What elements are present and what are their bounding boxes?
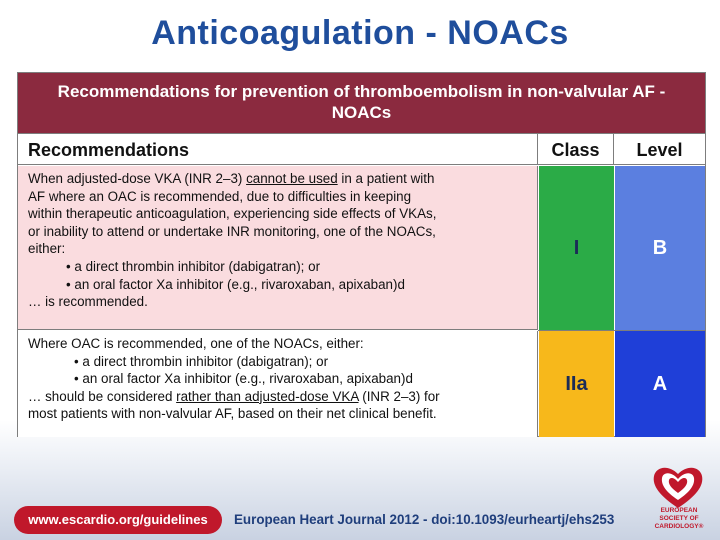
row2-closing <box>28 388 529 406</box>
row1-line: either: <box>28 241 66 257</box>
row1-closing: … is recommended. <box>28 294 148 310</box>
recommendation-row-2-text <box>18 331 538 437</box>
row1-line: AF where an OAC is recommended, due to difficulties in keeping <box>28 188 412 204</box>
row2-closing-line2: most patients with non-valvular AF, based on their net clinical benefit. <box>28 406 437 422</box>
row2-intro: Where OAC is recommended, one of the NOACs, either: <box>28 336 364 351</box>
recommendation-row-1-text <box>18 166 538 330</box>
row2-closing-post: (INR 2–3) for <box>358 388 440 404</box>
esc-logo-line: EUROPEAN <box>660 507 698 514</box>
journal-citation: European Heart Journal 2012 - doi:10.1093/eurheartj/ehs253 <box>234 512 615 527</box>
esc-logo-line: SOCIETY OF <box>659 515 699 522</box>
guidelines-link[interactable]: www.escardio.org/guidelines <box>14 506 222 534</box>
row1-bullet: • an oral factor Xa inhibitor (e.g., rivaroxaban, apixaban)d <box>66 276 405 292</box>
column-header-recommendations: Recommendations <box>18 133 538 165</box>
row2-level-cell: A <box>615 331 705 437</box>
table-header: Recommendations for prevention of thromboembolism in non-valvular AF - NOACs <box>18 73 705 133</box>
row1-line: within therapeutic anticoagulation, experiencing side effects of VKAs, <box>28 206 437 222</box>
row2-closing-pre: … should be considered <box>28 388 177 404</box>
row2-bullet: • a direct thrombin inhibitor (dabigatran); or <box>74 353 329 369</box>
column-header-level: Level <box>614 133 705 165</box>
row1-line1-underlined: cannot be used <box>246 171 338 186</box>
row1-line1-pre: When adjusted-dose VKA (INR 2–3) <box>28 171 247 186</box>
esc-heart-logo-icon <box>648 462 708 512</box>
row1-line1-post: in a patient with <box>337 171 435 186</box>
row1-class-cell: I <box>539 166 614 330</box>
row1-line: or inability to attend or undertake INR monitoring, one of the NOACs, <box>28 223 436 239</box>
row1-bullet: • a direct thrombin inhibitor (dabigatran); or <box>66 258 321 274</box>
esc-logo-line: CARDIOLOGY® <box>654 523 704 530</box>
slide-title: Anticoagulation - NOACs <box>151 14 569 52</box>
row1-level-cell: B <box>615 166 705 330</box>
row2-bullet: • an oral factor Xa inhibitor (e.g., rivaroxaban, apixaban)d <box>74 371 413 387</box>
column-header-class: Class <box>538 133 614 165</box>
row2-closing-underlined: rather than adjusted-dose VKA <box>176 388 359 404</box>
row1-line <box>28 170 529 188</box>
esc-logo-text <box>640 507 718 531</box>
recommendations-table <box>17 72 706 437</box>
row2-class-cell: IIa <box>539 331 614 437</box>
